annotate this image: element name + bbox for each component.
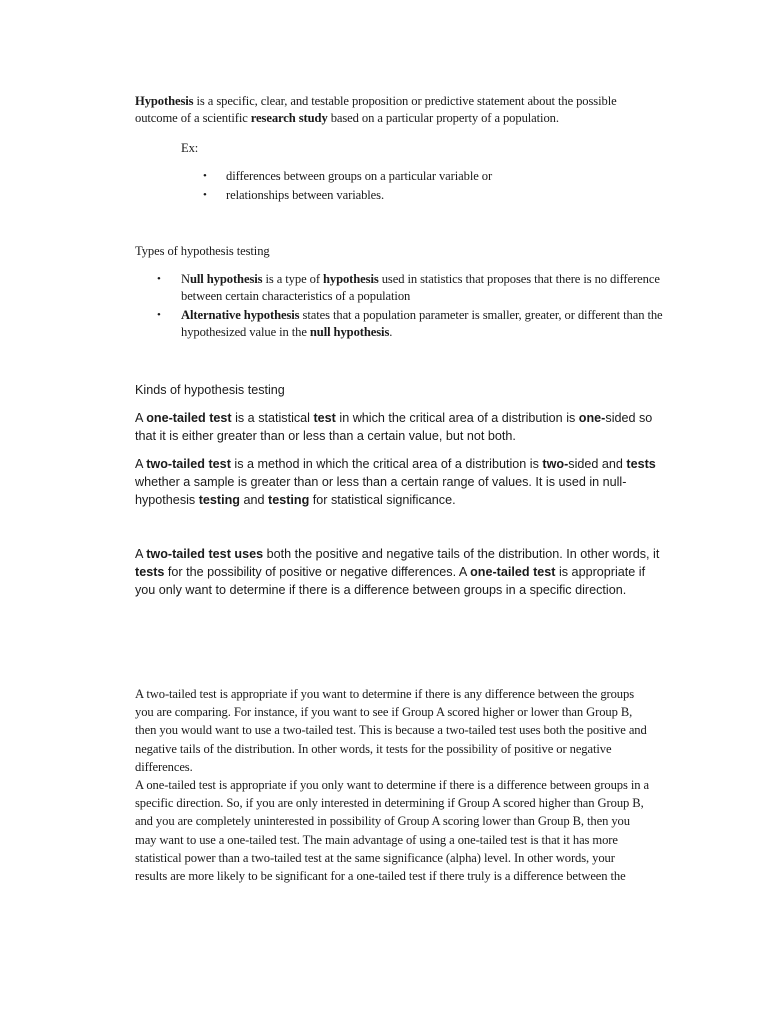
example-list bbox=[203, 168, 643, 206]
two-tailed-explanation: A two-tailed test is appropriate if you want to determine if there is any difference between the groups you are comparing. For instance, if you want to see if Group A scored higher or lower than Group B, then you would want to use a two-tailed test. This is because a two-tailed test uses both the positive and negative tails of the distribution. In other words, it tests for the possibility of positive or negative differences. bbox=[135, 687, 647, 774]
list-item-null-hypothesis bbox=[157, 271, 677, 307]
bullet-icon: • bbox=[157, 273, 161, 285]
bullet-icon: • bbox=[203, 170, 207, 182]
final-text bbox=[135, 685, 650, 885]
two-tailed-definition: A two-tailed test is a method in which the critical area of a distribution is two-sided and tests whether a sample is greater than or less than a certain range of values. It is used in null-hypothesis testing and testing for statistical significance. bbox=[135, 457, 656, 507]
types-list bbox=[157, 271, 677, 343]
example-label: Ex: bbox=[181, 141, 199, 155]
null-hypothesis-text: Null hypothesis is a type of hypothesis used in statistics that proposes that there is no difference between certain characteristics of a population bbox=[181, 272, 660, 303]
one-tailed-definition: A one-tailed test is a statistical test in which the critical area of a distribution is one-sided so that it is either greater than or less than a certain value, but not both. bbox=[135, 411, 653, 443]
term-hypothesis: Hypothesis bbox=[135, 94, 194, 108]
types-heading: Types of hypothesis testing bbox=[135, 244, 270, 258]
list-item: • differences between groups on a particular variable or bbox=[203, 169, 493, 183]
hypothesis-definition: Hypothesis is a specific, clear, and testable proposition or predictive statement about the possible outcome of a scientific research study based on a particular property of a population. bbox=[135, 94, 617, 125]
list-item-alternative-hypothesis bbox=[157, 307, 677, 343]
alternative-hypothesis-text: Alternative hypothesis states that a population parameter is smaller, greater, or different than the hypothesized value in the null hypothesis. bbox=[181, 308, 663, 339]
one-tailed-explanation: A one-tailed test is appropriate if you only want to determine if there is a difference between groups in a specific direction. So, if you are only interested in determining if Group A scored higher than Group B, and you are completely uninterested in possibility of Group A scoring lower than Group B, then you may want to use a one-tailed test. The main advantage of using a one-tailed test is that it has more statistical power than a two-tailed test at the same significance (alpha) level. In other words, your results are more likely to be significant for a one-tailed test if there truly is a difference between the bbox=[135, 778, 649, 884]
bullet-icon: • bbox=[203, 189, 207, 201]
kinds-heading: Kinds of hypothesis testing bbox=[135, 383, 285, 397]
comparison-paragraph: A two-tailed test uses both the positive and negative tails of the distribution. In other words, it tests for the possibility of positive or negative differences. A one-tailed test is appropriate if you only want to determine if there is a difference between groups in a specific direction. bbox=[135, 547, 660, 597]
list-item: • relationships between variables. bbox=[203, 188, 385, 202]
bullet-icon: • bbox=[157, 309, 161, 321]
